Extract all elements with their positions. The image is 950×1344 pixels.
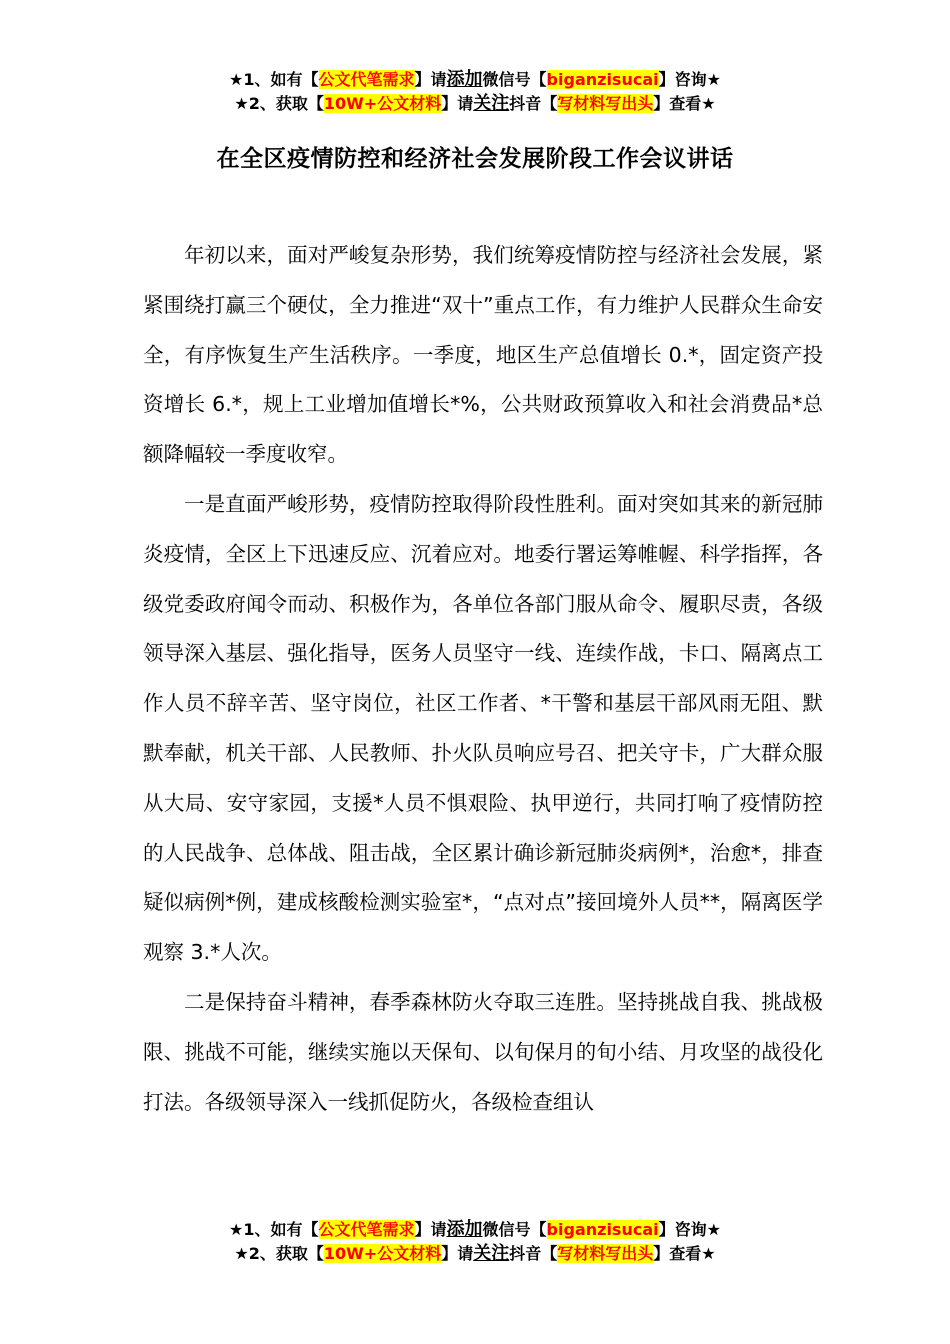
paragraph: 年初以来，面对严峻复杂形势，我们统筹疫情防控与经济社会发展，紧紧围绕打赢三个硬仗，全力推进“双十”重点工作，有力维护人民群众生命安全，有序恢复生产生活秩序。一季度，地区生产总值增长 0.*，固定资产投资增长 6.*，规上工业增加值增长*%，公共财政预算收入和社会消费品*总额降幅较一季度收窄。 xyxy=(143,243,823,467)
promo-text: ★2、获取【 xyxy=(234,1244,324,1263)
promo-line-2 xyxy=(0,92,950,116)
promo-highlight-service: 公文代笔需求 xyxy=(318,70,415,89)
document-body xyxy=(143,231,823,1127)
promo-text: ★1、如有【 xyxy=(229,1220,319,1239)
promo-text: 】咨询★ xyxy=(658,70,721,89)
promo-highlight-materials: 10W+公文材料 xyxy=(323,1244,442,1263)
promo-line-1 xyxy=(0,68,950,92)
promo-text: 】请 xyxy=(441,1244,474,1263)
promo-line-2 xyxy=(0,1242,950,1266)
promo-highlight-wechat: biganzisucai xyxy=(546,70,659,89)
promo-highlight-materials: 10W+公文材料 xyxy=(323,94,442,113)
promo-highlight-wechat: biganzisucai xyxy=(546,1220,659,1239)
promo-highlight-douyin: 写材料写出头 xyxy=(557,94,654,113)
promo-highlight-service: 公文代笔需求 xyxy=(318,1220,415,1239)
promo-text: 微信号【 xyxy=(482,1220,547,1239)
promo-text: 】请 xyxy=(441,94,474,113)
paragraph: 二是保持奋斗精神，春季森林防火夺取三连胜。坚持挑战自我、挑战极限、挑战不可能，继续实施以天保旬、以旬保月的旬小结、月攻坚的战役化打法。各级领导深入一线抓促防火，各级检查组认 xyxy=(143,989,823,1114)
promo-highlight-douyin: 写材料写出头 xyxy=(557,1244,654,1263)
document-title: 在全区疫情防控和经济社会发展阶段工作会议讲话 xyxy=(216,146,734,172)
promo-header xyxy=(0,68,950,116)
promo-text: 】咨询★ xyxy=(658,1220,721,1239)
promo-text: ★2、获取【 xyxy=(234,94,324,113)
promo-text: 】查看★ xyxy=(653,1244,716,1263)
promo-text: 抖音【 xyxy=(509,1244,558,1263)
promo-footer xyxy=(0,1218,950,1266)
promo-text: 】请 xyxy=(414,1220,447,1239)
promo-emphasis: 关注 xyxy=(473,1243,510,1264)
promo-text: 】请 xyxy=(414,70,447,89)
promo-emphasis: 添加 xyxy=(446,1219,483,1240)
promo-line-1 xyxy=(0,1218,950,1242)
promo-emphasis: 添加 xyxy=(446,69,483,90)
promo-text: 微信号【 xyxy=(482,70,547,89)
promo-text: ★1、如有【 xyxy=(229,70,319,89)
promo-emphasis: 关注 xyxy=(473,93,510,114)
promo-text: 抖音【 xyxy=(509,94,558,113)
paragraph: 一是直面严峻形势，疫情防控取得阶段性胜利。面对突如其来的新冠肺炎疫情，全区上下迅速反应、沉着应对。地委行署运筹帷幄、科学指挥，各级党委政府闻令而动、积极作为，各单位各部门服从命令、履职尽责，各级领导深入基层、强化指导，医务人员坚守一线、连续作战，卡口、隔离点工作人员不辞辛苦、坚守岗位，社区工作者、*干警和基层干部风雨无阻、默默奉献，机关干部、人民教师、扑火队员响应号召、把关守卡，广大群众服从大局、安守家园，支援*人员不惧艰险、执甲逆行，共同打响了疫情防控的人民战争、总体战、阻击战，全区累计确诊新冠肺炎病例*，治愈*，排查疑似病例*例，建成核酸检测实验室*，“点对点”接回境外人员**，隔离医学观察 3.*人次。 xyxy=(143,491,823,965)
promo-text: 】查看★ xyxy=(653,94,716,113)
